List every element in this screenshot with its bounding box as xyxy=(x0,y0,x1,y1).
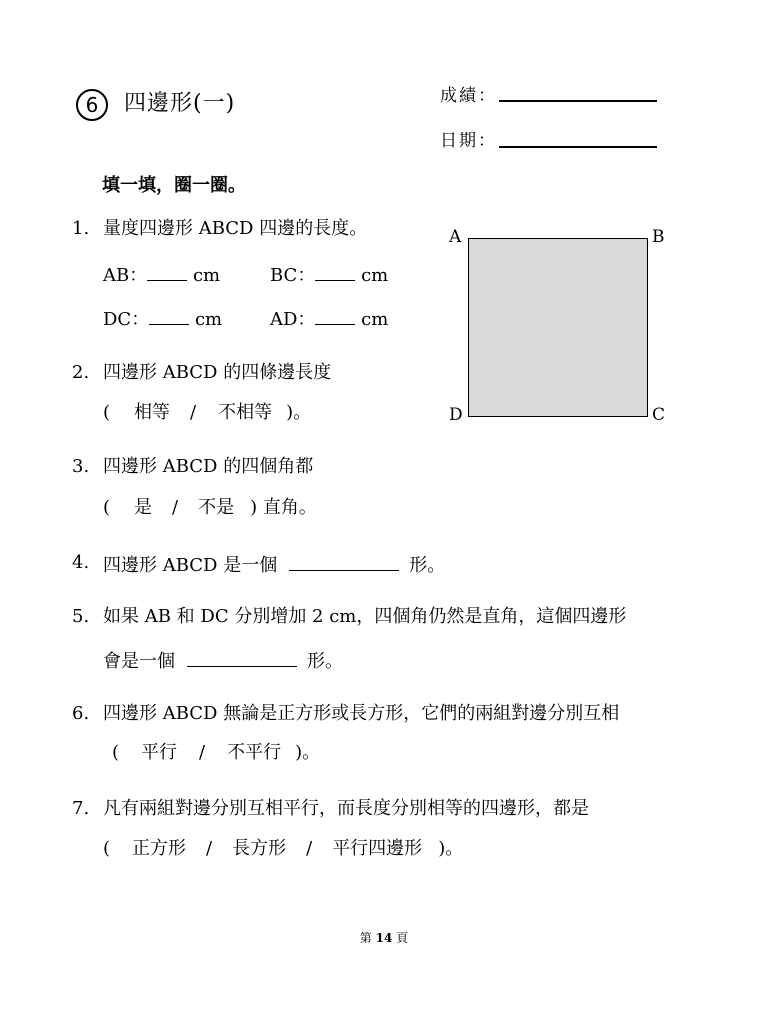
q2-close-paren: )。 xyxy=(286,402,312,423)
q3-close-paren: ) 直角。 xyxy=(250,497,317,518)
q7-text: 凡有兩組對邊分別互相平行，而長度分別相等的四邊形，都是 xyxy=(103,798,589,819)
q1-number: 1. xyxy=(72,218,90,239)
q1-dc-label: DC： xyxy=(103,309,150,330)
q1-ab-label: AB： xyxy=(103,265,148,286)
q7-separator-1: / xyxy=(206,838,213,859)
q6-text: 四邊形 ABCD 無論是正方形或長方形，它們的兩組對邊分別互相 xyxy=(103,703,620,724)
q2-text: 四邊形 ABCD 的四條邊長度 xyxy=(103,362,332,383)
q6-close-paren: )。 xyxy=(295,742,321,763)
q1-ad-row xyxy=(270,306,388,331)
q1-dc-blank[interactable] xyxy=(149,306,189,325)
date-label: 日期： xyxy=(440,131,497,151)
q1-ab-unit: cm xyxy=(192,265,221,286)
score-field[interactable] xyxy=(499,100,657,102)
q1-ad-label: AD： xyxy=(270,309,316,330)
q1-ab-row xyxy=(103,262,220,287)
q1-bc-unit: cm xyxy=(361,265,389,286)
q7-number: 7. xyxy=(72,798,90,819)
q6-options xyxy=(112,742,320,764)
q2-options xyxy=(103,402,311,424)
q4-answer-blank[interactable] xyxy=(289,552,399,571)
q4-line xyxy=(103,552,445,577)
q1-bc-blank[interactable] xyxy=(315,262,355,281)
q1-ad-unit: cm xyxy=(361,309,389,330)
q2-open-paren: ( xyxy=(103,402,111,423)
q6-option-not-parallel[interactable]: 不平行 xyxy=(227,742,282,763)
q2-separator: / xyxy=(190,402,197,423)
q3-option-yes[interactable]: 是 xyxy=(134,497,153,518)
q3-open-paren: ( xyxy=(103,497,111,518)
instruction: 填一填，圈一圈。 xyxy=(102,175,246,196)
q5-text2: 會是一個 xyxy=(103,651,175,672)
footer-prefix: 第 xyxy=(359,931,372,945)
q7-option-parallelogram[interactable]: 平行四邊形 xyxy=(332,838,423,859)
q6-open-paren: ( xyxy=(112,742,120,763)
q5-line2 xyxy=(103,648,343,673)
q1-bc-label: BC： xyxy=(270,265,316,286)
q3-options xyxy=(103,497,317,519)
page-footer xyxy=(0,930,768,946)
page-title: 四邊形(一) xyxy=(124,91,236,116)
q7-close-paren: )。 xyxy=(438,838,464,859)
q5-answer-blank[interactable] xyxy=(187,648,297,667)
q3-option-no[interactable]: 不是 xyxy=(198,497,235,518)
score-label: 成績： xyxy=(440,86,497,106)
q4-text: 四邊形 ABCD 是一個 xyxy=(103,555,278,576)
q6-option-parallel[interactable]: 平行 xyxy=(141,742,178,763)
q5-text: 如果 AB 和 DC 分別增加 2 cm，四個角仍然是直角，這個四邊形 xyxy=(103,606,627,627)
q5-number: 5. xyxy=(72,606,90,627)
q1-dc-row xyxy=(103,306,222,331)
q2-option-equal[interactable]: 相等 xyxy=(134,402,171,423)
q3-text: 四邊形 ABCD 的四個角都 xyxy=(103,456,314,477)
q4-suffix: 形。 xyxy=(409,555,446,576)
q7-option-square[interactable]: 正方形 xyxy=(132,838,187,859)
date-field[interactable] xyxy=(499,146,657,148)
q1-ad-blank[interactable] xyxy=(315,306,355,325)
q3-separator: / xyxy=(172,497,179,518)
q7-open-paren: ( xyxy=(103,838,111,859)
q7-option-rectangle[interactable]: 長方形 xyxy=(232,838,287,859)
square-abcd-figure xyxy=(468,238,648,417)
vertex-a-label: A xyxy=(449,227,462,247)
vertex-d-label: D xyxy=(449,405,463,425)
footer-suffix: 頁 xyxy=(396,931,409,945)
exercise-number-badge: 6 xyxy=(76,89,108,121)
vertex-c-label: C xyxy=(652,405,666,425)
q7-separator-2: / xyxy=(306,838,313,859)
q1-dc-unit: cm xyxy=(194,309,223,330)
q7-options xyxy=(103,838,463,860)
q1-text: 量度四邊形 ABCD 四邊的長度。 xyxy=(103,218,368,239)
page-number: 14 xyxy=(375,931,393,945)
vertex-b-label: B xyxy=(652,227,665,247)
q6-separator: / xyxy=(199,742,206,763)
q2-number: 2. xyxy=(72,362,90,383)
q6-number: 6. xyxy=(72,703,90,724)
q2-option-not-equal[interactable]: 不相等 xyxy=(218,402,273,423)
q5-suffix: 形。 xyxy=(307,651,343,672)
q4-number: 4. xyxy=(72,552,90,573)
q1-ab-blank[interactable] xyxy=(147,262,187,281)
q1-bc-row xyxy=(270,262,388,287)
q3-number: 3. xyxy=(72,456,90,477)
